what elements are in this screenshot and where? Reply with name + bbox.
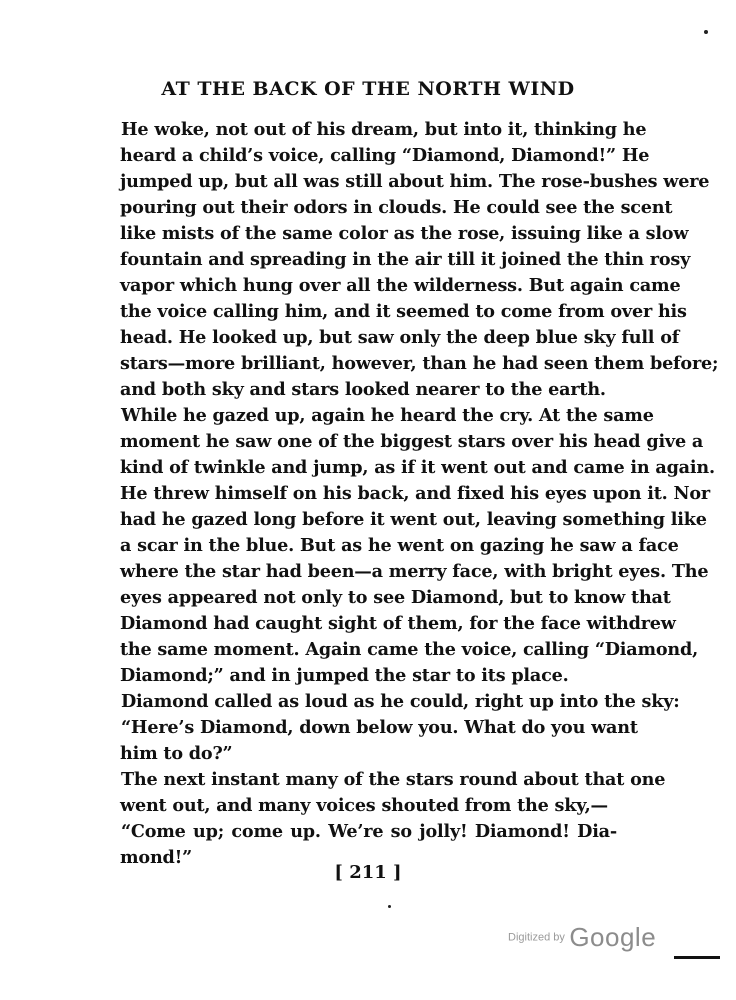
text-line: moment he saw one of the biggest stars over his head give a — [120, 431, 704, 452]
scan-speck-icon — [704, 30, 708, 34]
text-line: and both sky and stars looked nearer to the earth. — [120, 379, 606, 400]
text-line: Diamond;” and in jumped the star to its place. — [120, 665, 569, 686]
text-line: the voice calling him, and it seemed to come from over his — [120, 301, 687, 322]
google-logo-icon: Google — [569, 922, 657, 952]
text-line: eyes appeared not only to see Diamond, but to know that — [120, 587, 671, 608]
text-line: jumped up, but all was still about him. The rose-bushes were — [120, 171, 710, 192]
text-line: where the star had been—a merry face, with bright eyes. The — [120, 561, 709, 582]
text-line: While he gazed up, again he heard the cry. At the same — [121, 405, 654, 426]
text-line: went out, and many voices shouted from the sky,— — [120, 795, 608, 816]
scan-mark-icon — [674, 956, 720, 959]
text-line: a scar in the blue. But as he went on gazing he saw a face — [120, 535, 679, 556]
text-line: the same moment. Again came the voice, calling “Diamond, — [120, 639, 699, 660]
text-line: The next instant many of the stars round about that one — [121, 769, 666, 790]
text-line: had he gazed long before it went out, leaving something like — [120, 509, 707, 530]
text-line: pouring out their odors in clouds. He could see the scent — [120, 197, 673, 218]
watermark-prefix: Digitized by — [508, 931, 565, 944]
paragraph-1 — [120, 117, 719, 403]
text-line: He threw himself on his back, and fixed his eyes upon it. Nor — [120, 483, 710, 504]
text-line: He woke, not out of his dream, but into it, thinking he — [121, 119, 647, 140]
paragraph-5 — [120, 767, 666, 819]
text-line: Diamond had caught sight of them, for the face withdrew — [120, 613, 676, 634]
scan-speck-icon — [388, 905, 391, 908]
text-line: fountain and spreading in the air till it joined the thin rosy — [120, 249, 691, 270]
text-line: “Here’s Diamond, down below you. What do you want — [121, 717, 638, 738]
text-line: heard a child’s voice, calling “Diamond, Diamond!” He — [120, 145, 650, 166]
body-text — [120, 117, 719, 871]
text-line: him to do?” — [120, 743, 233, 764]
page-title: AT THE BACK OF THE NORTH WIND — [161, 78, 575, 100]
text-line: head. He looked up, but saw only the deep blue sky full of — [120, 327, 680, 348]
paragraph-2 — [120, 403, 715, 689]
text-line: “Come up; come up. We’re so jolly! Diamond! Dia- — [121, 821, 617, 842]
text-line: like mists of the same color as the rose, issuing like a slow — [120, 223, 689, 244]
text-line: kind of twinkle and jump, as if it went out and came in again. — [120, 457, 715, 478]
text-line: vapor which hung over all the wilderness. But again came — [120, 275, 681, 296]
paragraph-4 — [120, 715, 638, 767]
text-line: mond!” — [120, 847, 193, 868]
paragraph-3 — [120, 689, 680, 715]
text-line: Diamond called as loud as he could, right up into the sky: — [121, 691, 680, 712]
text-line: stars—more brilliant, however, than he had seen them before; — [120, 353, 719, 374]
digitized-watermark — [508, 922, 656, 953]
page-number: [ 211 ] — [334, 862, 402, 883]
